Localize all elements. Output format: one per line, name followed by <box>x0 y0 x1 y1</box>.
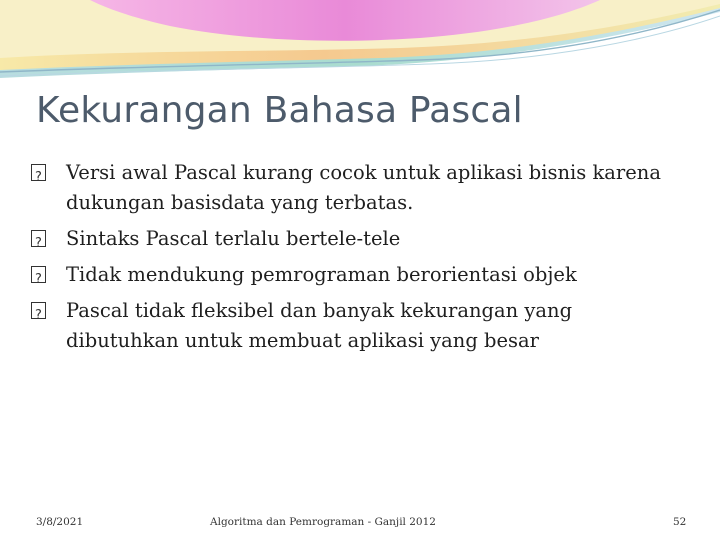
missing-glyph-box-icon <box>31 230 46 247</box>
slide-title: Kekurangan Bahasa Pascal <box>36 90 523 131</box>
footer-course-title: Algoritma dan Pemrograman - Ganjil 2012 <box>210 516 436 528</box>
bullet-item <box>30 260 670 290</box>
bullet-text: Tidak mendukung pemrograman berorientasi objek <box>66 263 577 286</box>
bullet-item <box>30 158 670 218</box>
bullet-item <box>30 296 670 356</box>
bullet-text: Pascal tidak fleksibel dan banyak kekurangan yang dibutuhkan untuk membuat aplikasi yang besar <box>66 299 573 352</box>
bullet-list <box>30 158 670 362</box>
missing-glyph-box-icon <box>31 164 46 181</box>
missing-glyph-box-icon <box>31 302 46 319</box>
bullet-item <box>30 224 670 254</box>
missing-glyph-box-icon <box>31 266 46 283</box>
footer-date: 3/8/2021 <box>36 516 84 528</box>
page-number: 52 <box>673 516 687 528</box>
bullet-text: Versi awal Pascal kurang cocok untuk aplikasi bisnis karena dukungan basisdata yang terbatas. <box>66 161 661 214</box>
header-wave-decoration <box>0 0 720 95</box>
bullet-text: Sintaks Pascal terlalu bertele-tele <box>66 227 401 250</box>
